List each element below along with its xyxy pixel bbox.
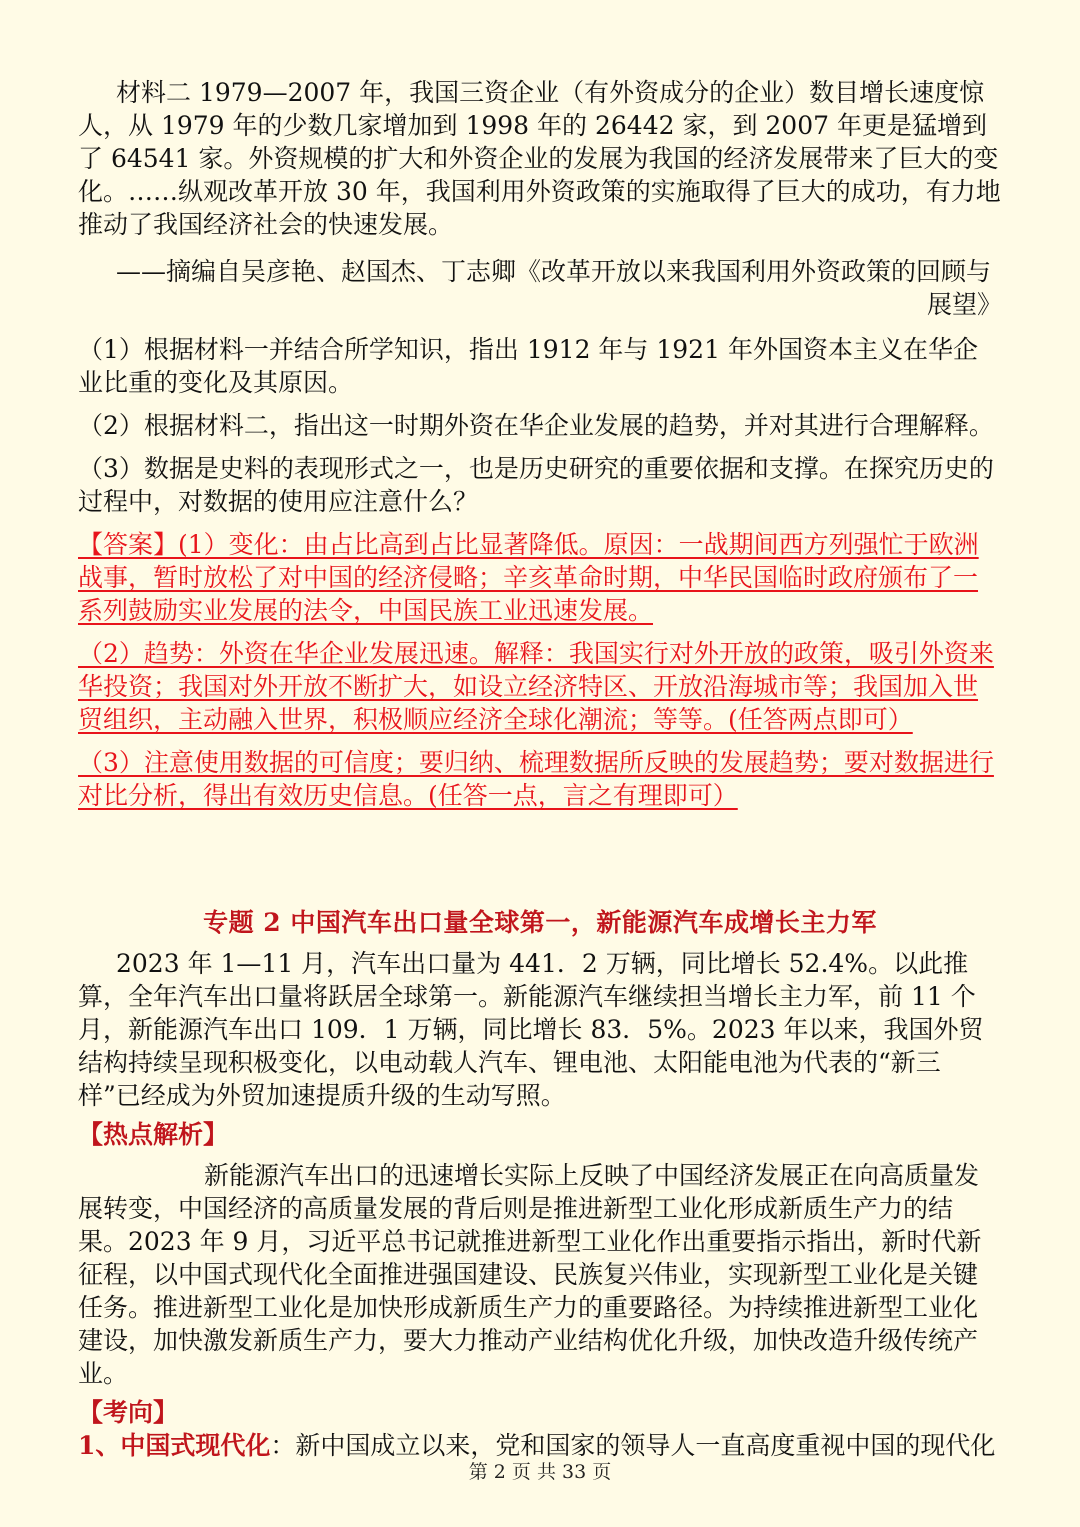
answer-1: 【答案】(1）变化：由占比高到占比显著降低。原因：一战期间西方列强忙于欧洲战事，暂时放松了对中国的经济侵略；辛亥革命时期，中华民国临时政府颁布了一系列鼓励实业发展的法令，中国民族工业迅速发展。 bbox=[78, 530, 979, 625]
material2-text: 1979—2007 年，我国三资企业（有外资成分的企业）数目增长速度惊人，从 1979 年的少数几家增加到 1998 年的 26442 家，到 2007 年更是猛增到了 64541 家。外资规模的扩大和外资企业的发展为我国的经济发展带来了巨大的变化。……纵观改革开放 30 年，我国利用外资政策的实施取得了巨大的成功，有力地推动了我国经济社会的快速发展。 bbox=[78, 78, 1001, 239]
analysis-text: 新能源汽车出口的迅速增长实际上反映了中国经济发展正在向高质量发展转变，中国经济的高质量发展的背后则是推进新型工业化形成新质生产力的结果。2023 年 9 月，习近平总书记就推进新型工业化作出重要指示指出，新时代新征程，以中国式现代化全面推进强国建设、民族复兴伟业，实现新型工业化是关键任务。推进新型工业化是加快形成新质生产力的重要路径。为持续推进新型工业化建设，加快激发新质生产力，要大力推动产业结构优化升级，加快改造升级传统产业。 bbox=[78, 1161, 982, 1388]
topic-body: 2023 年 1—11 月，汽车出口量为 441．2 万辆，同比增长 52.4%。以此推算，全年汽车出口量将跃居全球第一。新能源汽车继续担当增长主力军，前 11 个月，新能源汽车出口 109．1 万辆，同比增长 83．5%。2023 年以来，我国外贸结构持续呈现积极变化，以电动载人汽车、锂电池、太阳能电池为代表的“新三样”已经成为外贸加速提质升级的生动写照。 bbox=[78, 949, 984, 1110]
citation-line-1: ——摘编自吴彦艳、赵国杰、丁志卿《改革开放以来我国利用外资政策的回顾与 bbox=[116, 257, 992, 286]
topic-title: 专题 2 中国汽车出口量全球第一，新能源汽车成增长主力军 bbox=[203, 908, 877, 937]
direction-item-1-head: 1、中国式现代化 bbox=[78, 1431, 271, 1460]
answer-3: （3）注意使用数据的可信度；要归纳、梳理数据所反映的发展趋势；要对数据进行对比分析，得出有效历史信息。(任答一点，言之有理即可） bbox=[78, 748, 994, 810]
answer-2: （2）趋势：外资在华企业发展迅速。解释：我国实行对外开放的政策，吸引外资来华投资；我国对外开放不断扩大，如设立经济特区、开放沿海城市等；我国加入世贸组织，主动融入世界，积极顺应经济全球化潮流；等等。(任答两点即可） bbox=[78, 639, 994, 734]
citation bbox=[78, 255, 1002, 321]
question-2: （2）根据材料二，指出这一时期外资在华企业发展的趋势，并对其进行合理解释。 bbox=[78, 411, 994, 440]
direction-item-1-text: ：新中国成立以来，党和国家的领导人一直高度重视中国的现代化 bbox=[270, 1431, 996, 1460]
question-1: （1）根据材料一并结合所学知识，指出 1912 年与 1921 年外国资本主义在华企业比重的变化及其原因。 bbox=[78, 335, 978, 397]
page-footer: 第 2 页 共 33 页 bbox=[468, 1461, 612, 1483]
material2-paragraph bbox=[78, 76, 1002, 241]
material2-label: 材料二 bbox=[116, 78, 192, 107]
question-3: （3）数据是史料的表现形式之一，也是历史研究的重要依据和支撑。在探究历史的过程中，对数据的使用应注意什么？ bbox=[78, 454, 994, 516]
citation-line-2: 展望》 bbox=[926, 290, 1002, 319]
direction-heading: 【考向】 bbox=[78, 1398, 179, 1427]
document-page bbox=[78, 76, 1002, 1462]
analysis-heading: 【热点解析】 bbox=[78, 1120, 229, 1149]
